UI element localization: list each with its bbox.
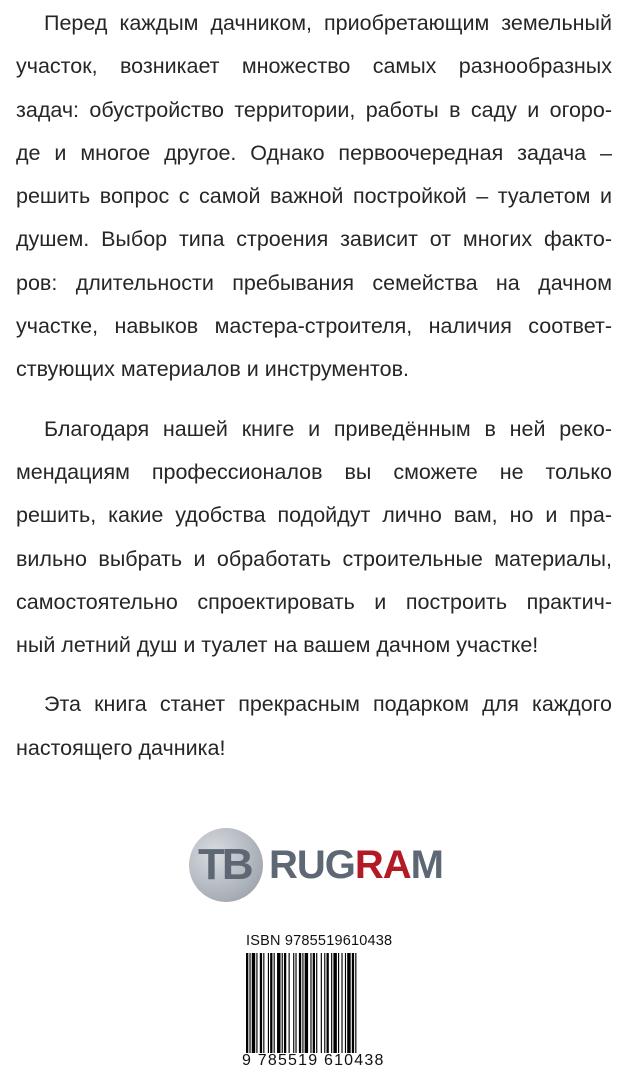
- text-line: настоящего дачника!: [16, 735, 226, 760]
- barcode-bar: [256, 953, 257, 1053]
- barcode-bar: [355, 953, 356, 1053]
- text-line: задач: обустройство территории, работы в саду и огоро-: [16, 97, 612, 122]
- back-cover-description: [16, 2, 612, 770]
- barcode-bar: [293, 953, 294, 1053]
- text-line: самостоятельно спроектировать и построить практич-: [16, 589, 612, 614]
- barcode-bar: [249, 953, 250, 1053]
- isbn-label: ISBN 9785519610438: [246, 933, 393, 949]
- text-line: душем. Выбор типа строения зависит от многих факто-: [16, 227, 612, 252]
- barcode-bar: [324, 953, 325, 1053]
- barcode-bar: [313, 953, 315, 1053]
- barcode-bar: [302, 953, 303, 1053]
- text-line: Эта книга станет прекрасным подарком для каждого: [44, 692, 612, 717]
- barcode-bar: [341, 953, 342, 1053]
- barcode-bar: [270, 953, 272, 1053]
- isbn-barcode-block: [238, 929, 406, 1075]
- logo-wordmark: [269, 841, 443, 889]
- paragraph-3: [16, 683, 612, 770]
- text-line: ный летний душ и туалет на вашем дачном участке!: [16, 633, 539, 658]
- paragraph-1: [16, 2, 612, 392]
- text-line: решить, какие удобства подойдут лично вам, но и пра-: [16, 503, 612, 528]
- barcode-bar: [316, 953, 317, 1053]
- barcode-bar: [305, 953, 308, 1053]
- barcode-image: [244, 953, 394, 1053]
- barcode-bar: [282, 953, 283, 1053]
- barcode-bar: [246, 953, 248, 1053]
- text-line: участке, навыков мастера-строителя, наличия соответ-: [16, 314, 612, 339]
- barcode-bar: [310, 953, 311, 1053]
- logo-word-part-gray-end: M: [410, 843, 443, 887]
- barcode-bar: [321, 953, 322, 1053]
- barcode-bar: [347, 953, 350, 1053]
- barcode-bar: [352, 953, 354, 1053]
- barcode-bar: [260, 953, 262, 1053]
- paragraph-spacer: [16, 392, 612, 408]
- barcode-bar: [263, 953, 264, 1053]
- paragraph-spacer: [16, 667, 612, 683]
- logo-word-part-gray: RUG: [269, 843, 355, 887]
- barcode-bar: [277, 953, 280, 1053]
- barcode-bar: [331, 953, 332, 1053]
- publisher-logo: [189, 828, 443, 904]
- barcode-bar: [299, 953, 301, 1053]
- text-line: де и многое другое. Однако первоочередная задача –: [16, 140, 612, 165]
- text-line: Благодаря нашей книге и приведённым в ней реко-: [44, 416, 612, 441]
- barcode-bar: [327, 953, 329, 1053]
- barcode-bar: [284, 953, 286, 1053]
- barcode-digits: 9 785519 610438: [242, 1052, 385, 1069]
- barcode-bar: [295, 953, 296, 1053]
- barcode-bar: [268, 953, 269, 1053]
- barcode-bar: [333, 953, 336, 1053]
- text-line: Перед каждым дачником, приобретающим земельный: [44, 11, 612, 35]
- text-line: вильно выбрать и обработать строительные материалы,: [16, 546, 612, 571]
- barcode-bar: [274, 953, 275, 1053]
- barcode-bar: [252, 953, 255, 1053]
- logo-word-part-red: RA: [354, 843, 411, 887]
- text-line: ров: длительности пребывания семейства на дачном: [16, 270, 612, 295]
- logo-mark: ТВ: [198, 840, 251, 889]
- barcode-bar: [289, 953, 290, 1053]
- text-line: участок, возникает множество самых разнообразных: [16, 54, 612, 79]
- text-line: ствующих материалов и инструментов.: [16, 357, 409, 382]
- text-line: мендациям профессионалов вы сможете не только: [16, 459, 612, 484]
- logo-circle-emblem: [189, 828, 263, 902]
- barcode-bar: [338, 953, 339, 1053]
- text-line: решить вопрос с самой важной постройкой – туалетом и: [16, 184, 612, 209]
- paragraph-2: [16, 408, 612, 668]
- barcode-bar: [345, 953, 346, 1053]
